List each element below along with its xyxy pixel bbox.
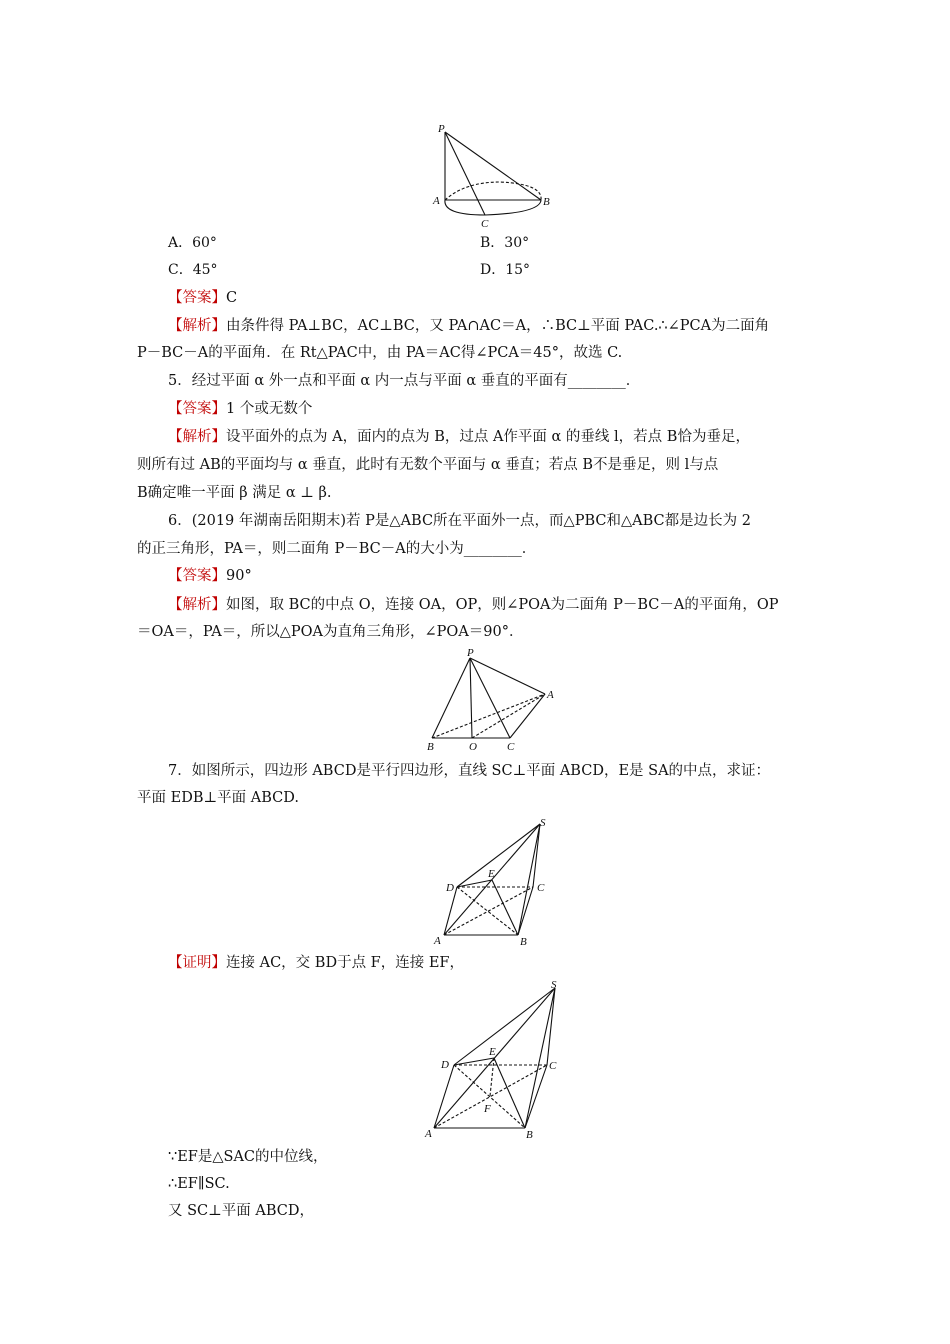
q5-analysis-cont-1: 则所有过 AB的平面均与 α 垂直，此时有无数个平面与 α 垂直；若点 B不是垂足，则 l与点 [137, 457, 719, 473]
label-b: B [427, 741, 434, 753]
analysis-tag: 【解析】 [168, 597, 226, 613]
proof-text: 连接 AC，交 BD于点 F，连接 EF， [226, 955, 464, 971]
label-a: A [433, 195, 440, 207]
label-b: B [520, 936, 527, 948]
q6-answer [168, 565, 252, 587]
label-f: F [484, 1103, 491, 1115]
label-c: C [537, 882, 545, 894]
analysis-text: 如图，取 BC的中点 O，连接 OA，OP，则∠POA为二面角 P－BC－A的平面角，OP [226, 597, 779, 613]
q7-stem-cont: 平面 EDB⊥平面 ABCD. [137, 790, 299, 806]
q7-stem: 7．如图所示，四边形 ABCD是平行四边形，直线 SC⊥平面 ABCD，E是 SA的中点，求证： [168, 763, 771, 779]
q4-analysis [168, 315, 769, 337]
q6-stem-cont: 的正三角形，PA＝，则二面角 P－BC－A的大小为________． [137, 541, 537, 557]
q6-stem: 6．(2019 年湖南岳阳期末)若 P是△ABC所在平面外一点，而△PBC和△ABC都是边长为 2 [168, 513, 751, 529]
label-e: E [488, 868, 495, 880]
label-a: A [425, 1128, 432, 1140]
label-a: A [434, 935, 441, 947]
label-a: A [547, 689, 554, 701]
label-d: D [441, 1059, 449, 1071]
option-d: D．15° [480, 262, 531, 278]
label-b: B [526, 1129, 533, 1141]
figure-cone-pabc [425, 120, 560, 230]
q5-answer [168, 398, 312, 420]
label-p: P [467, 647, 474, 659]
q7-proof-line-2: ∵EF是△SAC的中位线， [168, 1149, 328, 1165]
label-p: P [438, 123, 445, 135]
analysis-tag: 【解析】 [168, 429, 226, 445]
q4-analysis-cont: P－BC－A的平面角．在 Rt△PAC中，由 PA＝AC得∠PCA＝45°，故选 C. [137, 345, 623, 361]
label-s: S [551, 979, 557, 991]
answer-tag: 【答案】 [168, 290, 226, 306]
label-d: D [446, 882, 454, 894]
q5-stem: 5．经过平面 α 外一点和平面 α 内一点与平面 α 垂直的平面有________． [168, 373, 641, 389]
figure-tetrahedron-pabc [420, 648, 565, 756]
answer-text: 1 个或无数个 [226, 401, 313, 417]
option-b: B．30° [480, 235, 530, 251]
q7-proof-line-3: ∴EF∥SC. [168, 1176, 230, 1192]
q5-analysis-cont-2: B确定唯一平面 β 满足 α ⊥ β. [137, 485, 332, 501]
analysis-text: 设平面外的点为 A，面内的点为 B，过点 A作平面 α 的垂线 l，若点 B恰为垂足， [226, 429, 750, 445]
label-e: E [489, 1046, 496, 1058]
option-c: C．45° [168, 262, 218, 278]
label-c: C [549, 1060, 557, 1072]
answer-text: C [226, 290, 238, 306]
answer-tag: 【答案】 [168, 401, 226, 417]
label-c: C [507, 741, 515, 753]
proof-tag: 【证明】 [168, 955, 226, 971]
option-a: A．60° [168, 235, 217, 251]
analysis-text: 由条件得 PA⊥BC，AC⊥BC，又 PA∩AC＝A，∴BC⊥平面 PAC.∴∠PCA为二面角 [226, 318, 770, 334]
q5-analysis [168, 426, 750, 448]
q4-answer [168, 287, 237, 309]
answer-text: 90° [226, 568, 252, 584]
answer-tag: 【答案】 [168, 568, 226, 584]
q6-analysis-cont: ＝OA＝，PA＝，所以△POA为直角三角形，∠POA＝90°． [137, 624, 524, 640]
label-o: O [469, 741, 477, 753]
label-c: C [481, 218, 489, 230]
q6-analysis [168, 594, 779, 616]
q7-proof [168, 952, 464, 974]
figure-pyramid-sabcd-f [420, 976, 570, 1146]
q7-proof-line-4: 又 SC⊥平面 ABCD， [168, 1203, 314, 1219]
label-b: B [543, 196, 550, 208]
figure-pyramid-sabcd [430, 812, 565, 950]
label-s: S [540, 817, 546, 829]
analysis-tag: 【解析】 [168, 318, 226, 334]
